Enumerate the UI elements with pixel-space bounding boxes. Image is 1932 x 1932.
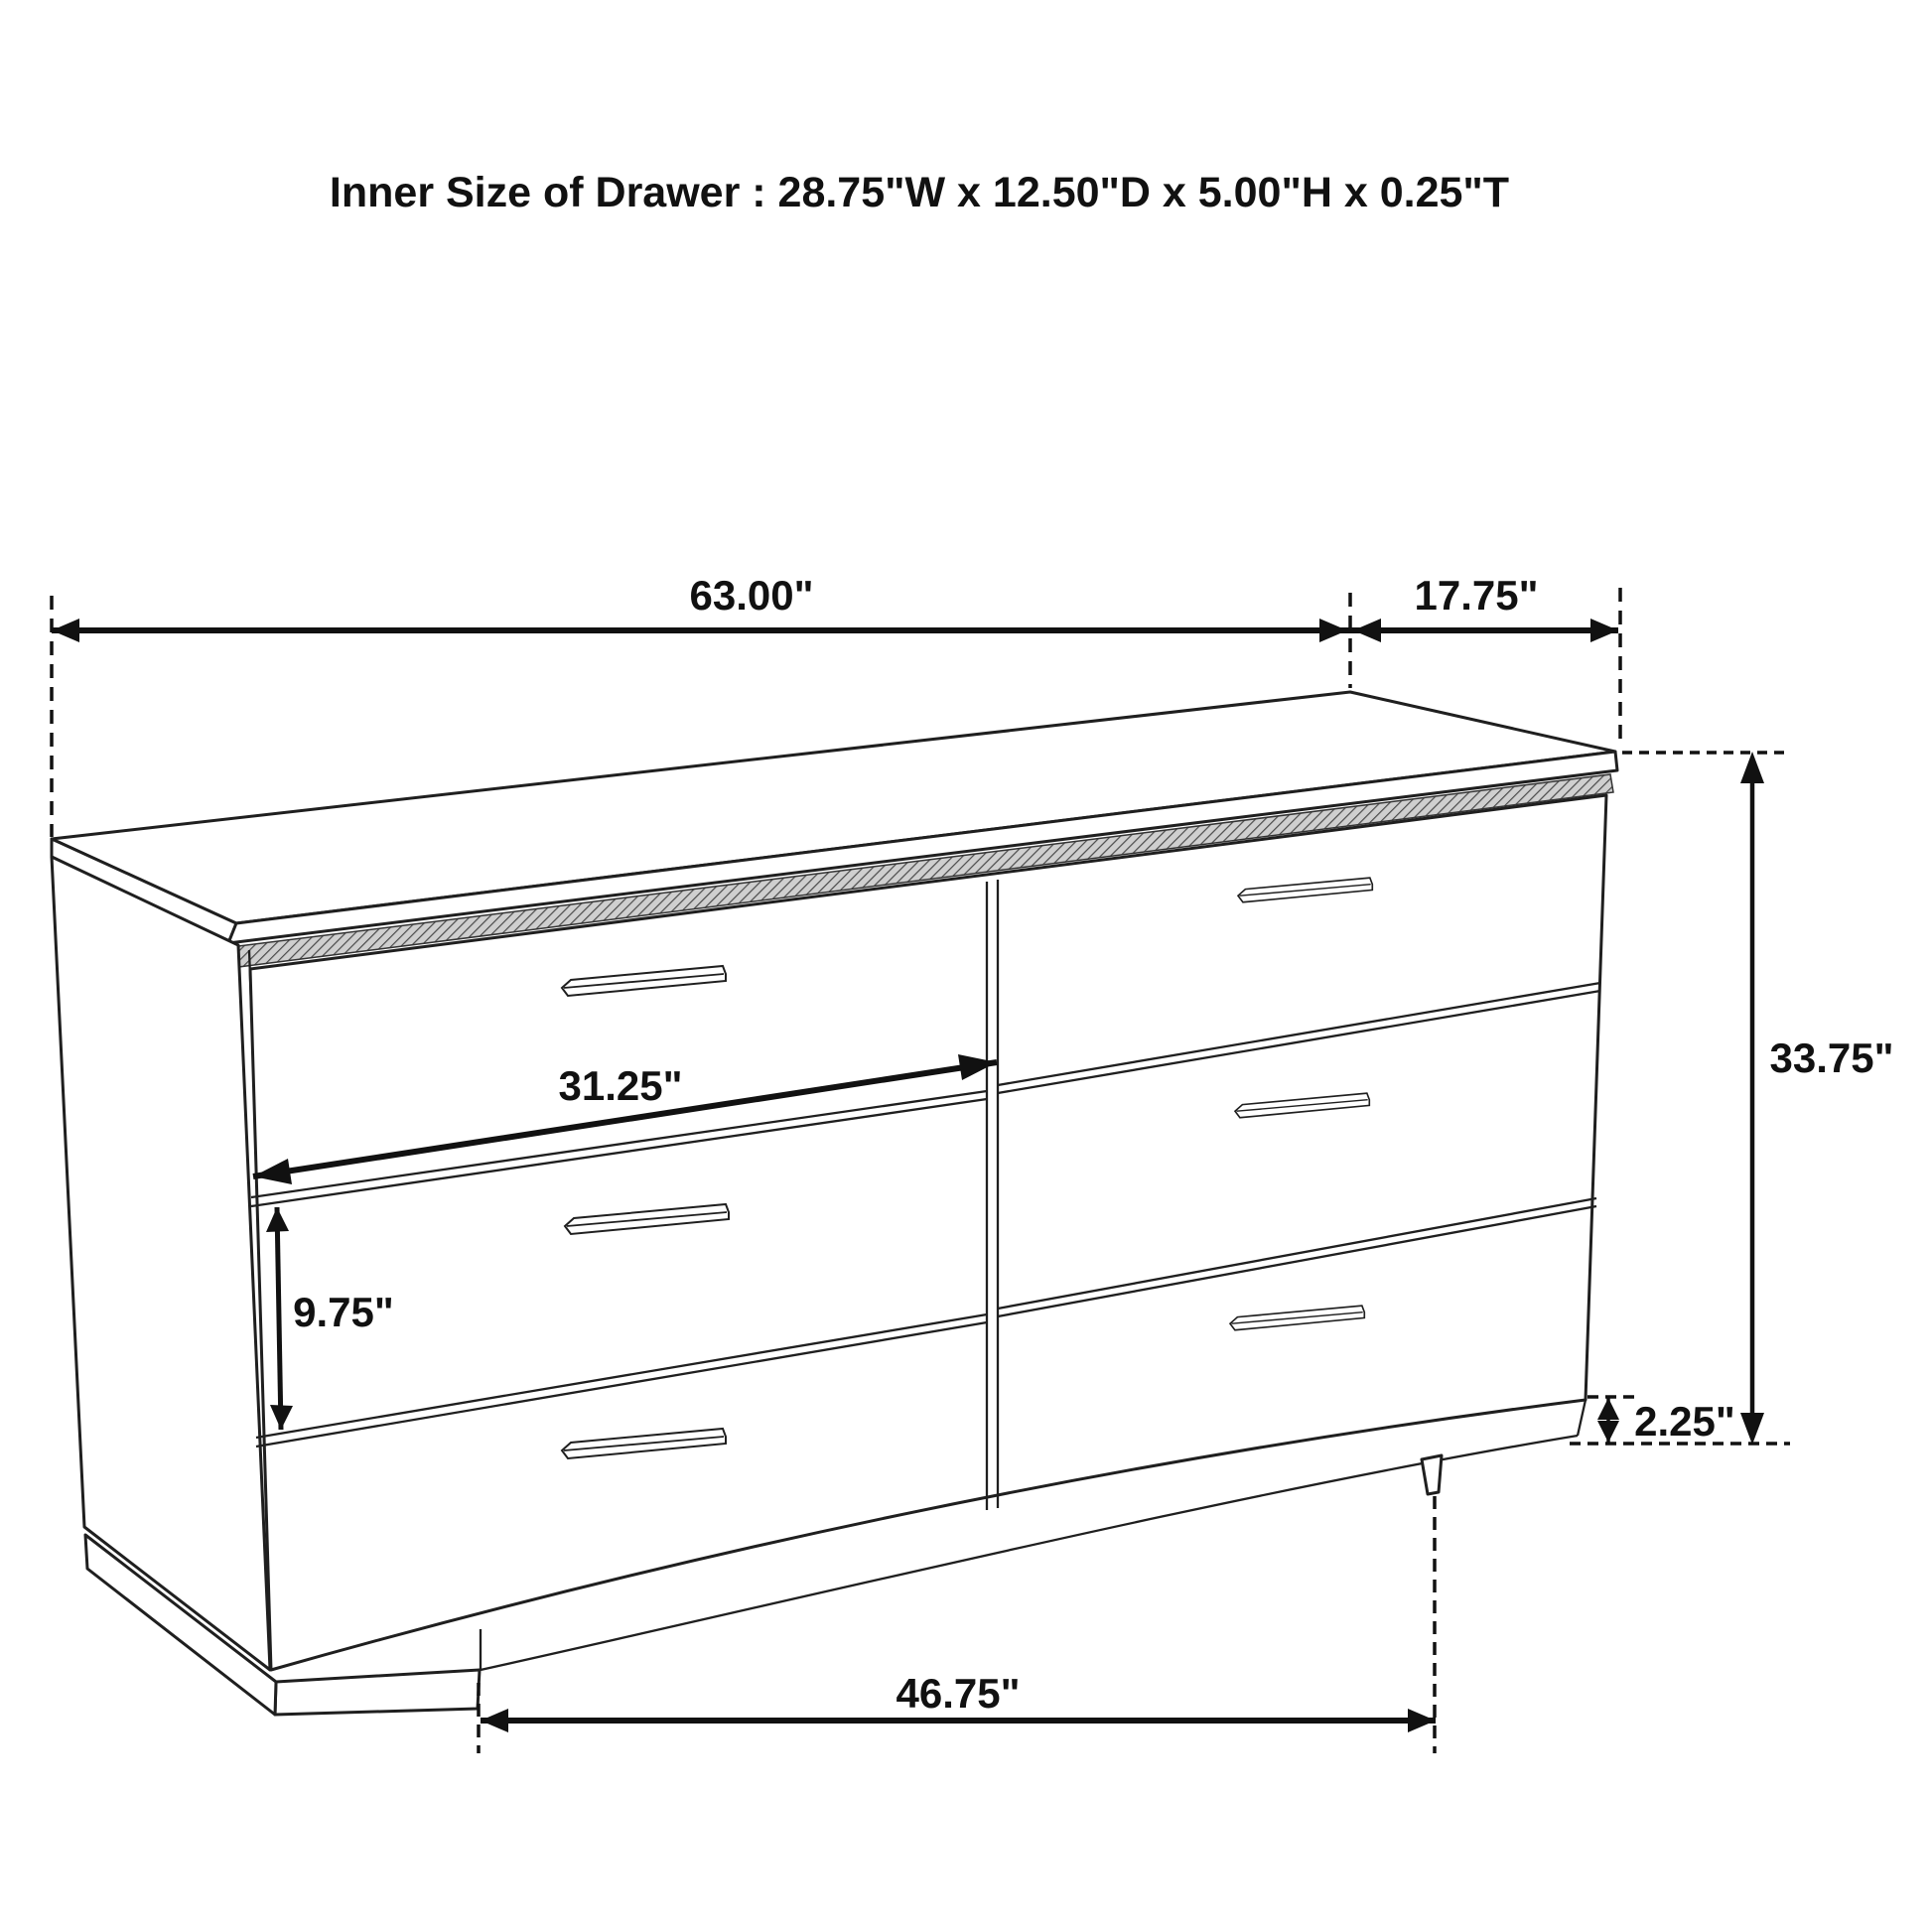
page-title: Inner Size of Drawer : 28.75"W x 12.50"D x 5.00"H x 0.25"T	[329, 169, 1510, 216]
dim-label-drawer-face-height: 9.75"	[293, 1289, 394, 1335]
dim-label-top-depth: 17.75"	[1414, 572, 1539, 619]
left-foot-front	[275, 1670, 480, 1715]
dresser-side-panel	[52, 857, 270, 1670]
dim-label-overall-height: 33.75"	[1769, 1035, 1894, 1081]
right-foot	[1422, 1455, 1442, 1494]
dim-label-foot-span: 46.75"	[896, 1670, 1021, 1717]
dresser-body	[52, 692, 1617, 1715]
dim-label-foot-height: 2.25"	[1634, 1398, 1735, 1445]
dim-label-drawer-width: 31.25"	[558, 1062, 683, 1109]
dim-label-overall-width: 63.00"	[689, 572, 814, 619]
